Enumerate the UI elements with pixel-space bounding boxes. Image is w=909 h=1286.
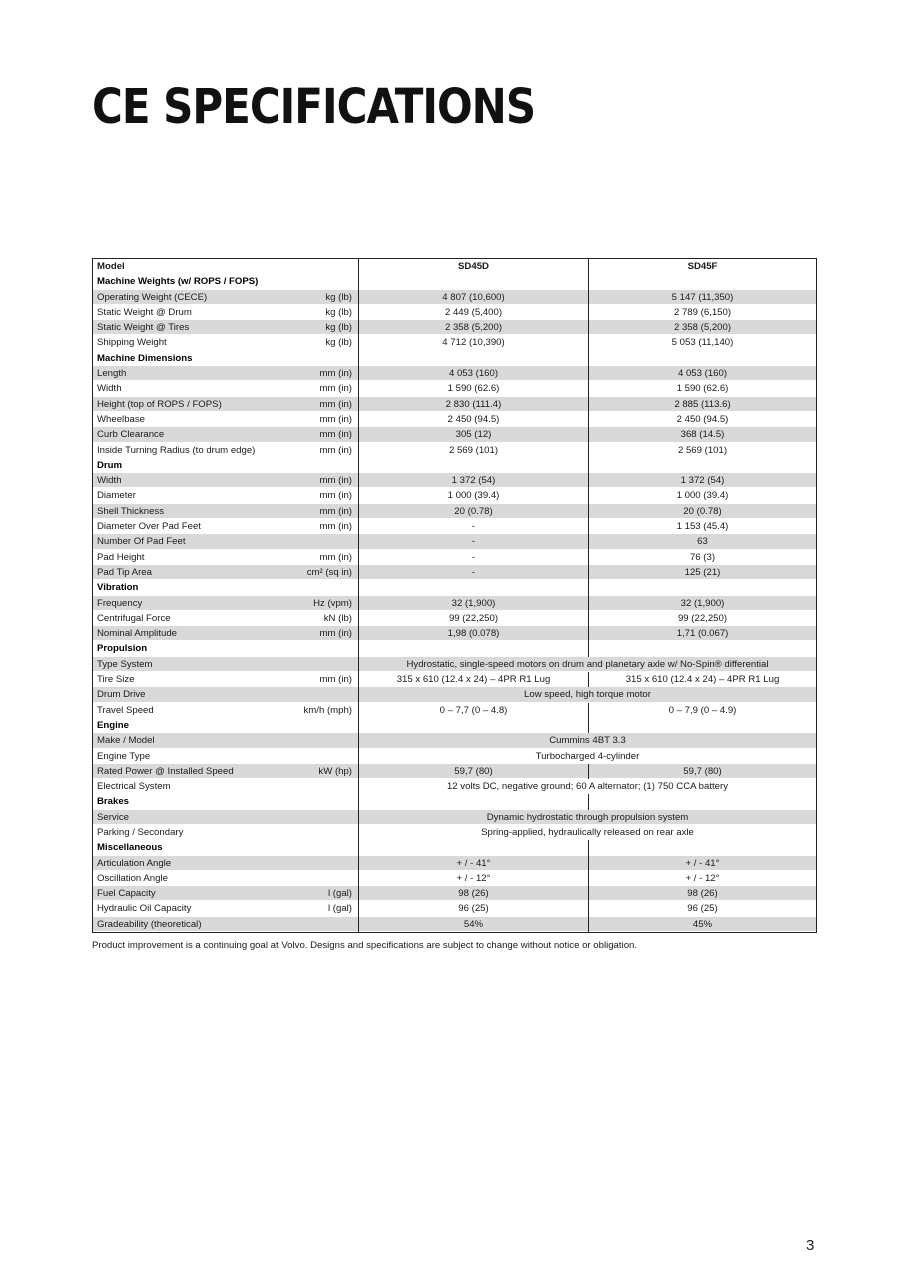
section-heading-row [93,458,817,473]
section-heading: Vibration [93,580,359,595]
spec-label-cell [93,565,359,580]
spec-label: Travel Speed [97,704,154,716]
spec-label: Fuel Capacity [97,888,156,900]
spec-value-sd45f: 368 (14.5) [589,427,817,442]
spec-label: Centrifugal Force [97,612,171,624]
spec-label-cell [93,886,359,901]
spec-label-cell [93,611,359,626]
spec-label-cell [93,550,359,565]
spec-value-sd45d: + / - 41° [359,856,589,871]
spec-unit: kg (lb) [325,337,352,349]
spec-value-sd45f: 125 (21) [589,565,817,580]
spec-label: Height (top of ROPS / FOPS) [97,398,222,410]
empty-cell [359,794,589,809]
spec-value-sd45d: + / - 12° [359,871,589,886]
spec-label: Articulation Angle [97,857,172,869]
spec-label: Oscillation Angle [97,872,168,884]
spec-unit: mm (in) [319,398,352,410]
spec-value-sd45d: 2 830 (111.4) [359,397,589,412]
spec-value-sd45d: 2 358 (5,200) [359,320,589,335]
spec-value-sd45f: 98 (26) [589,886,817,901]
spec-label: Diameter Over Pad Feet [97,521,201,533]
empty-cell [359,274,589,289]
spec-value-sd45d: 0 – 7,7 (0 – 4.8) [359,703,589,718]
spec-value-sd45f: 76 (3) [689,551,716,563]
spec-unit [352,810,354,825]
spec-value-sd45f: 5 053 (11,140) [671,337,734,349]
spec-label: Frequency [97,597,143,609]
table-row [93,519,817,534]
table-row [93,626,817,641]
spec-value-sd45d: 96 (25) [359,901,589,916]
spec-label-cell [93,825,359,840]
empty-cell [589,351,817,366]
spec-value-sd45f: 2 569 (101) [677,444,728,456]
spec-label-cell [93,703,359,718]
spec-value-both-models: Dynamic hydrostatic through propulsion system [359,810,817,825]
spec-label-cell [93,917,359,933]
spec-value-sd45f: 0 – 7,9 (0 – 4.9) [668,704,737,716]
spec-value-sd45f: 4 053 (160) [589,366,817,381]
spec-label: Static Weight @ Tires [97,322,190,334]
spec-value-both-models: 12 volts DC, negative ground; 60 A alternator; (1) 750 CCA battery [446,781,729,793]
table-row [93,305,817,320]
spec-unit: cm² (sq in) [306,566,352,578]
spec-unit: mm (in) [319,521,352,533]
spec-value-both-models: Low speed, high torque motor [359,687,817,702]
table-row [93,672,817,687]
spec-value-sd45d: - [359,565,589,580]
table-row [93,335,817,350]
spec-label-cell [93,473,359,488]
spec-label: Curb Clearance [97,429,165,441]
table-row [93,764,817,779]
spec-label-cell [93,856,359,871]
spec-value-sd45f: 59,7 (80) [589,764,817,779]
spec-unit: mm (in) [319,413,352,425]
spec-label: Number Of Pad Feet [97,536,186,548]
empty-cell [359,641,589,656]
spec-label-cell [93,534,359,549]
spec-value-both-models: Cummins 4BT 3.3 [359,733,817,748]
spec-label-cell [93,871,359,886]
table-header-row [93,259,817,275]
spec-value-sd45f: 2 885 (113.6) [589,397,817,412]
spec-unit: mm (in) [319,383,352,395]
table-row [93,504,817,519]
spec-unit [352,871,354,886]
spec-label: Tire Size [97,674,135,686]
spec-label-cell [93,672,359,687]
spec-value-sd45f: 2 789 (6,150) [673,306,732,318]
section-heading-row [93,794,817,809]
table-row [93,749,817,764]
empty-cell [359,580,589,595]
spec-label-cell [93,596,359,611]
spec-value-sd45f: 1 153 (45.4) [676,521,729,533]
spec-unit [352,749,354,764]
empty-cell [589,794,817,809]
empty-cell [359,351,589,366]
spec-value-sd45f: 32 (1,900) [589,596,817,611]
spec-value-sd45d: 54% [359,917,589,933]
empty-cell [359,458,589,473]
empty-cell [359,718,589,733]
spec-value-sd45d: 1 000 (39.4) [359,488,589,503]
spec-label-cell [93,779,359,794]
spec-label-cell [93,626,359,641]
spec-unit: mm (in) [319,444,352,456]
spec-value-sd45f: 1 000 (39.4) [676,490,729,502]
spec-value-sd45d: 305 (12) [359,427,589,442]
spec-value-sd45f: 5 147 (11,350) [589,290,817,305]
section-heading-row [93,351,817,366]
spec-value-sd45d: 1 372 (54) [359,473,589,488]
spec-value-sd45f: 96 (25) [687,903,718,915]
spec-unit [352,534,354,549]
spec-value-sd45d: 4 053 (160) [359,366,589,381]
spec-value-sd45d: 59,7 (80) [359,764,589,779]
table-row [93,779,817,794]
empty-cell [589,458,817,473]
spec-label-cell [93,749,359,764]
spec-label-cell [93,305,359,320]
spec-label: Parking / Secondary [97,826,184,838]
spec-label: Diameter [97,490,136,502]
empty-cell [589,641,817,656]
spec-value-sd45d: 32 (1,900) [359,596,589,611]
spec-unit: kN (lb) [323,612,352,624]
spec-value-sd45f: 20 (0.78) [589,504,817,519]
table-row [93,443,817,458]
spec-value-sd45f: 315 x 610 (12.4 x 24) – 4PR R1 Lug [625,674,780,686]
spec-unit: mm (in) [319,628,352,640]
spec-value-sd45d: 1,98 (0.078) [359,626,589,641]
section-heading: Engine [93,718,359,733]
table-row [93,473,817,488]
spec-unit: l (gal) [328,888,352,900]
spec-label-cell [93,427,359,442]
table-row [93,550,817,565]
spec-label-cell [93,320,359,335]
spec-unit [352,779,354,794]
spec-value-both-models: Turbocharged 4-cylinder [535,750,640,762]
table-row [93,565,817,580]
spec-value-sd45f: + / - 41° [589,856,817,871]
header-sd45d: SD45D [359,259,589,275]
spec-unit: kg (lb) [325,306,352,318]
spec-unit: mm (in) [319,490,352,502]
spec-value-sd45d: 4 807 (10,600) [359,290,589,305]
spec-value-sd45d: 2 449 (5,400) [359,305,589,320]
empty-cell [589,580,817,595]
spec-label: Rated Power @ Installed Speed [97,765,234,777]
spec-label-cell [93,443,359,458]
table-row [93,901,817,916]
spec-unit: kW (hp) [318,765,352,777]
spec-unit: mm (in) [319,551,352,563]
spec-label-cell [93,519,359,534]
header-model-label: Model [93,259,359,275]
table-row [93,825,817,840]
spec-unit: mm (in) [319,674,352,686]
spec-unit [352,856,354,871]
empty-cell [589,274,817,289]
table-row [93,810,817,825]
table-row [93,381,817,396]
spec-label: Shipping Weight [97,337,167,349]
table-row [93,412,817,427]
spec-value-sd45d: 98 (26) [359,886,589,901]
spec-unit: km/h (mph) [303,704,352,716]
empty-cell [589,718,817,733]
spec-label-cell [93,687,359,702]
spec-unit [352,733,354,748]
spec-label: Service [97,811,129,823]
spec-value-sd45d: - [359,550,589,565]
table-row [93,687,817,702]
section-heading: Brakes [93,794,359,809]
table-row [93,534,817,549]
spec-label: Engine Type [97,750,151,762]
specifications-table [92,258,817,933]
section-heading-row [93,274,817,289]
spec-value-sd45d: 20 (0.78) [359,504,589,519]
spec-value-sd45d: 2 569 (101) [359,443,589,458]
spec-label-cell [93,810,359,825]
table-row [93,856,817,871]
spec-label-cell [93,764,359,779]
spec-unit [352,825,354,840]
table-row [93,366,817,381]
table-row [93,488,817,503]
spec-label-cell [93,488,359,503]
spec-value-sd45d: - [359,534,589,549]
table-row [93,657,817,672]
spec-label-cell [93,901,359,916]
footnote: Product improvement is a continuing goal at Volvo. Designs and specifications are subject to change without notice or obligation. [92,940,638,951]
spec-value-sd45f: 1,71 (0.067) [589,626,817,641]
section-heading: Propulsion [93,641,359,656]
header-sd45f: SD45F [687,261,718,272]
spec-unit: mm (in) [319,368,352,380]
page-number: 3 [806,1237,815,1254]
spec-unit: Hz (vpm) [313,597,352,609]
spec-label-cell [93,397,359,412]
spec-label: Width [97,383,122,395]
spec-label-cell [93,335,359,350]
spec-label: Inside Turning Radius (to drum edge) [97,444,256,456]
section-heading-row [93,718,817,733]
spec-unit: mm (in) [319,475,352,487]
spec-value-sd45f: 1 372 (54) [589,473,817,488]
spec-value-sd45f: 2 450 (94.5) [676,413,729,425]
spec-label-cell [93,412,359,427]
section-heading: Miscellaneous [93,840,359,855]
spec-unit: l (gal) [328,903,352,915]
section-heading-row [93,580,817,595]
table-row [93,290,817,305]
table-row [93,871,817,886]
spec-label: Width [97,475,122,487]
section-heading-row [93,840,817,855]
table-row [93,703,817,718]
spec-label: Drum Drive [97,689,146,701]
spec-label-cell [93,504,359,519]
empty-cell [359,840,589,855]
spec-label: Wheelbase [97,413,145,425]
spec-value-both-models: Spring-applied, hydraulically released on rear axle [481,826,694,838]
spec-label-cell [93,657,359,672]
table-row [93,397,817,412]
spec-value-sd45f: 63 [589,534,817,549]
spec-label: Shell Thickness [97,505,165,517]
spec-label-cell [93,381,359,396]
spec-unit: mm (in) [319,505,352,517]
spec-value-sd45d: 315 x 610 (12.4 x 24) – 4PR R1 Lug [359,672,589,687]
spec-unit: kg (lb) [325,291,352,303]
spec-value-sd45d: 1 590 (62.6) [359,381,589,396]
table-row [93,733,817,748]
spec-label: Make / Model [97,735,155,747]
table-row [93,886,817,901]
spec-value-both-models: Hydrostatic, single-speed motors on drum and planetary axle w/ No-Spin® differential [359,657,817,672]
spec-label: Gradeability (theoretical) [97,918,202,930]
spec-unit [352,657,354,672]
spec-unit [352,917,354,932]
spec-label-cell [93,733,359,748]
spec-unit: mm (in) [319,429,352,441]
spec-label: Pad Tip Area [97,566,152,578]
spec-value-sd45d: - [359,519,589,534]
spec-label: Operating Weight (CECE) [97,291,208,303]
spec-value-sd45f: 2 358 (5,200) [589,320,817,335]
section-heading-row [93,641,817,656]
spec-unit: kg (lb) [325,322,352,334]
spec-value-sd45d: 99 (22,250) [359,611,589,626]
spec-label: Electrical System [97,781,171,793]
spec-label: Static Weight @ Drum [97,306,192,318]
table-row [93,917,817,933]
spec-value-sd45f: 1 590 (62.6) [676,383,729,395]
table-row [93,596,817,611]
spec-value-sd45f: 45% [589,917,817,933]
spec-unit [352,687,354,702]
spec-label: Length [97,368,127,380]
spec-value-sd45f: 99 (22,250) [677,612,728,624]
section-heading: Drum [93,458,359,473]
table-row [93,320,817,335]
table-row [93,427,817,442]
section-heading: Machine Dimensions [93,351,359,366]
spec-label-cell [93,290,359,305]
spec-label-cell [93,366,359,381]
spec-label: Nominal Amplitude [97,628,177,640]
spec-value-sd45d: 2 450 (94.5) [359,412,589,427]
table-row [93,611,817,626]
section-heading: Machine Weights (w/ ROPS / FOPS) [93,274,359,289]
spec-value-sd45f: + / - 12° [685,872,720,884]
page-title: CE SPECIFICATIONS [92,78,536,135]
spec-label: Hydraulic Oil Capacity [97,903,192,915]
empty-cell [589,840,817,855]
spec-label: Pad Height [97,551,145,563]
spec-value-sd45d: 4 712 (10,390) [359,335,589,350]
spec-label: Type System [97,658,153,670]
